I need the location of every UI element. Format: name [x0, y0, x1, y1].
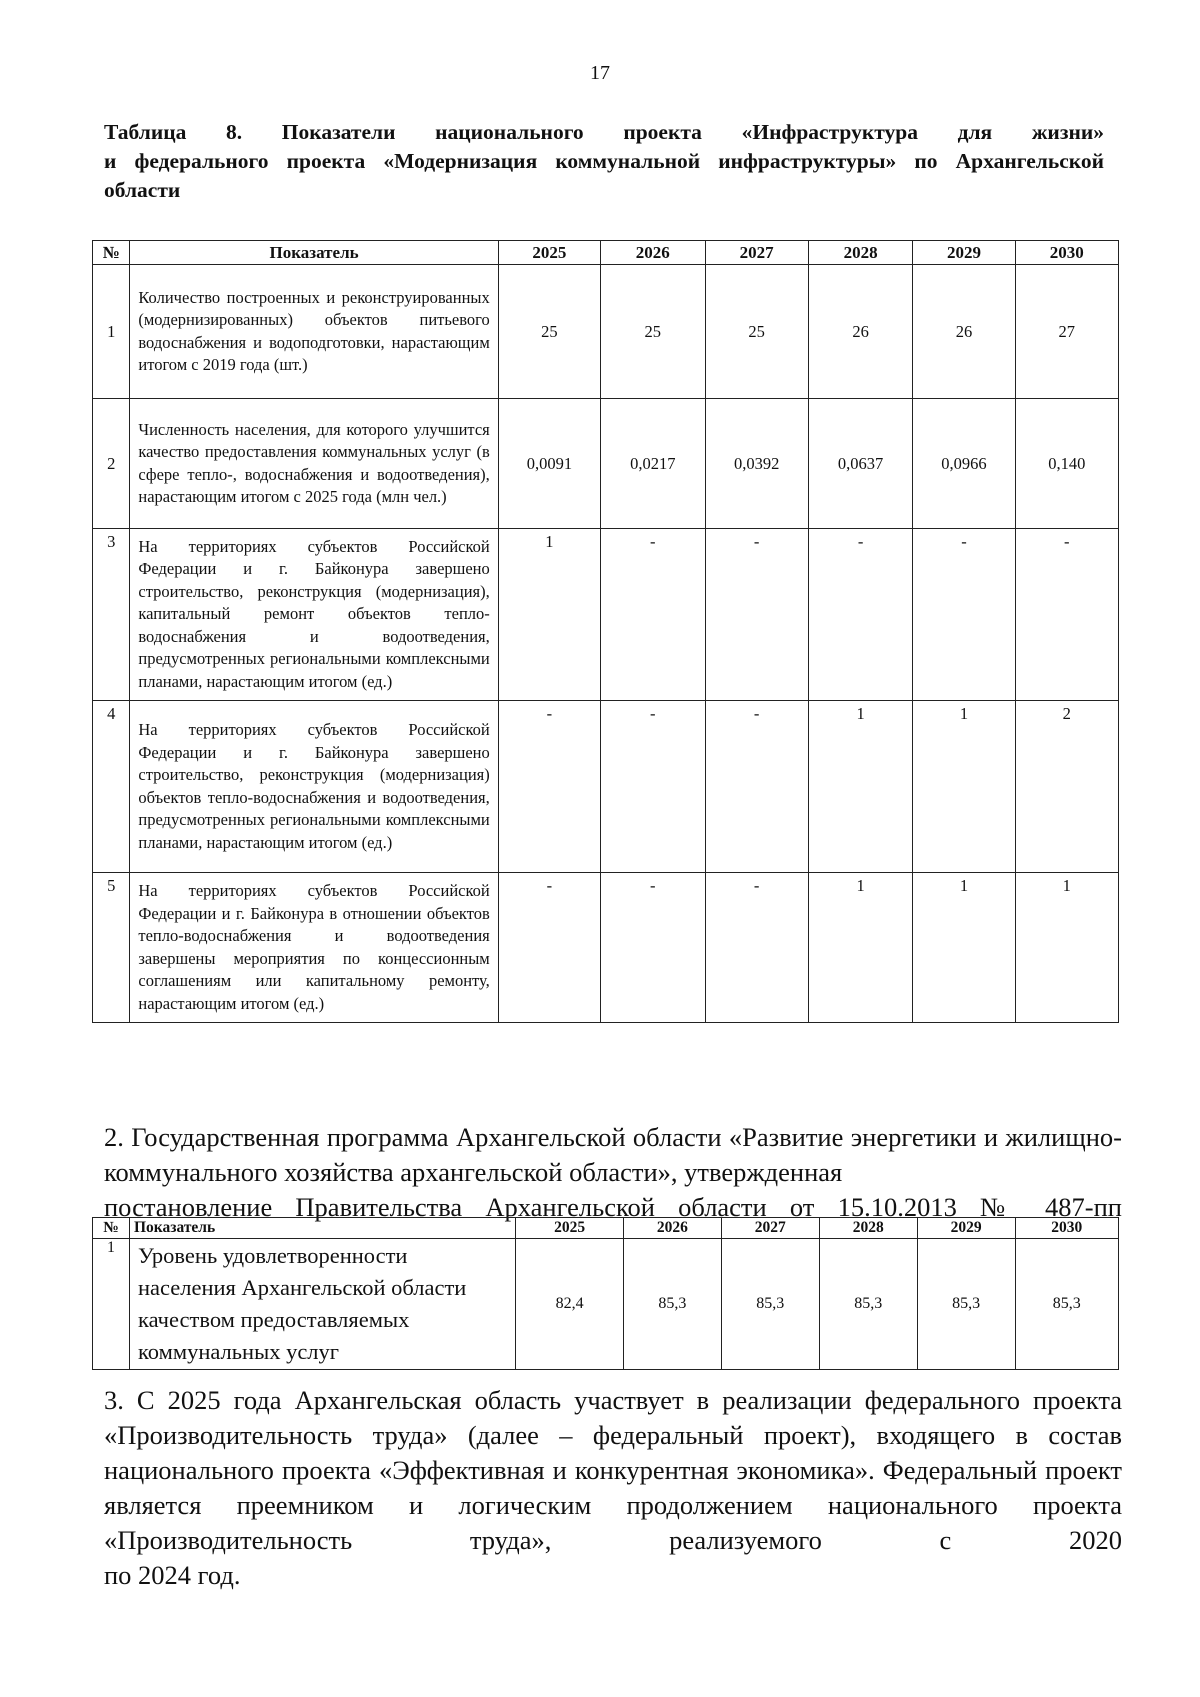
caption-line: и федерального проекта «Модернизация коммунальной инфраструктуры» по Архангельской [104, 149, 1104, 173]
header-cell: 2030 [1015, 1218, 1118, 1239]
value-cell: 1 [913, 873, 1015, 1023]
header-cell: № [93, 241, 130, 265]
header-cell: Показатель [130, 241, 498, 265]
value-cell: 85,3 [917, 1239, 1015, 1370]
header-cell: 2030 [1015, 241, 1118, 265]
value-cell: 1 [808, 873, 912, 1023]
value-cell: - [705, 529, 808, 701]
value-cell: - [1015, 529, 1118, 701]
value-cell: - [808, 529, 912, 701]
header-cell: Показатель [129, 1218, 515, 1239]
value-cell: 25 [705, 265, 808, 399]
row-number: 4 [93, 701, 130, 873]
section-3-paragraph [104, 1383, 1122, 1593]
value-cell: - [601, 873, 705, 1023]
value-cell: 0,0091 [498, 399, 600, 529]
page-number: 17 [590, 62, 610, 84]
header-cell: 2028 [808, 241, 912, 265]
value-cell: 85,3 [623, 1239, 721, 1370]
header-cell: 2026 [623, 1218, 721, 1239]
indicator-cell: На территориях субъектов Российской Федерации и г. Байконура завершено строительство, реконструкция (модернизация) объектов тепло-водоснабжения и водоотведения, предусмотренных региональными комплексными планами, нарастающим итогом (ед.) [130, 701, 498, 873]
value-cell: 1 [498, 529, 600, 701]
value-cell: 26 [913, 265, 1015, 399]
value-cell: 1 [808, 701, 912, 873]
value-cell: 26 [808, 265, 912, 399]
value-cell: 0,140 [1015, 399, 1118, 529]
indicators-table [92, 240, 1119, 1023]
value-cell: - [601, 529, 705, 701]
value-cell: 27 [1015, 265, 1118, 399]
value-cell: 2 [1015, 701, 1118, 873]
indicator-cell: Количество построенных и реконструированных (модернизированных) объектов питьевого водоснабжения и водоподготовки, нарастающим итогом с 2019 года (шт.) [130, 265, 498, 399]
header-cell: 2027 [721, 1218, 819, 1239]
header-cell: 2026 [601, 241, 705, 265]
caption-line: Таблица 8. Показатели национального проекта «Инфраструктура для жизни» [104, 120, 1104, 144]
indicator-cell: Численность населения, для которого улучшится качество предоставления коммунальных услуг (в сфере тепло-, водоснабжения и водоотведения), нарастающим итогом с 2025 года (млн чел.) [130, 399, 498, 529]
header-cell: 2029 [917, 1218, 1015, 1239]
table-header-row [93, 1218, 1119, 1239]
indicator-cell: На территориях субъектов Российской Федерации и г. Байконура в отношении объектов тепло-водоснабжения и водоотведения завершены мероприятия по концессионным соглашениям или капитальному ремонту, нарастающим итогом (ед.) [130, 873, 498, 1023]
row-number: 1 [93, 265, 130, 399]
table-row [93, 399, 1119, 529]
table-header-row [93, 241, 1119, 265]
section-2-text-last: постановление Правительства Архангельской области от 15.10.2013 № 487-пп [104, 1192, 1122, 1222]
table-caption [104, 118, 1104, 205]
value-cell: 85,3 [1015, 1239, 1118, 1370]
section-2-text: 2. Государственная программа Архангельской области «Развитие энергетики и жилищно-коммунального хозяйства архангельской области», утвержденная [104, 1122, 1122, 1187]
section-3-text-last: по 2024 год. [104, 1560, 241, 1590]
value-cell: 85,3 [819, 1239, 917, 1370]
value-cell: 0,0966 [913, 399, 1015, 529]
row-number: 2 [93, 399, 130, 529]
indicator-cell: Уровень удовлетворенности населения Архангельской области качеством предоставляемых коммунальных услуг [129, 1239, 515, 1370]
section-2-paragraph [104, 1120, 1122, 1225]
table-row [93, 265, 1119, 399]
header-cell: 2025 [498, 241, 600, 265]
value-cell: 82,4 [516, 1239, 624, 1370]
header-cell: 2025 [516, 1218, 624, 1239]
program-indicators-table [92, 1217, 1119, 1370]
value-cell: 25 [601, 265, 705, 399]
value-cell: - [498, 701, 600, 873]
value-cell: 25 [498, 265, 600, 399]
value-cell: 0,0217 [601, 399, 705, 529]
value-cell: 85,3 [721, 1239, 819, 1370]
value-cell: 0,0392 [705, 399, 808, 529]
row-number: 1 [93, 1239, 130, 1370]
row-number: 3 [93, 529, 130, 701]
header-cell: № [93, 1218, 130, 1239]
caption-line: области [104, 178, 181, 202]
value-cell: - [601, 701, 705, 873]
value-cell: - [705, 873, 808, 1023]
header-cell: 2028 [819, 1218, 917, 1239]
value-cell: 1 [913, 701, 1015, 873]
table-row [93, 529, 1119, 701]
row-number: 5 [93, 873, 130, 1023]
header-cell: 2029 [913, 241, 1015, 265]
table-row [93, 701, 1119, 873]
table-row [93, 1239, 1119, 1370]
header-cell: 2027 [705, 241, 808, 265]
value-cell: 1 [1015, 873, 1118, 1023]
section-3-text: 3. С 2025 года Архангельская область участвует в реализации федерального проекта «Производительность труда» (далее – федеральный проект), входящего в состав национального проекта «Эффективная и конкурентная экономика». Федеральный проект является преемником и логическим продолжением национального проекта «Производительность труда», реализуемого с 2020 [104, 1385, 1122, 1555]
value-cell: - [498, 873, 600, 1023]
value-cell: - [913, 529, 1015, 701]
value-cell: - [705, 701, 808, 873]
indicator-cell: На территориях субъектов Российской Федерации и г. Байконура завершено строительство, реконструкция (модернизация), капитальный ремонт объектов тепло-водоснабжения и водоотведения, предусмотренных региональными комплексными планами, нарастающим итогом (ед.) [130, 529, 498, 701]
table-row [93, 873, 1119, 1023]
value-cell: 0,0637 [808, 399, 912, 529]
